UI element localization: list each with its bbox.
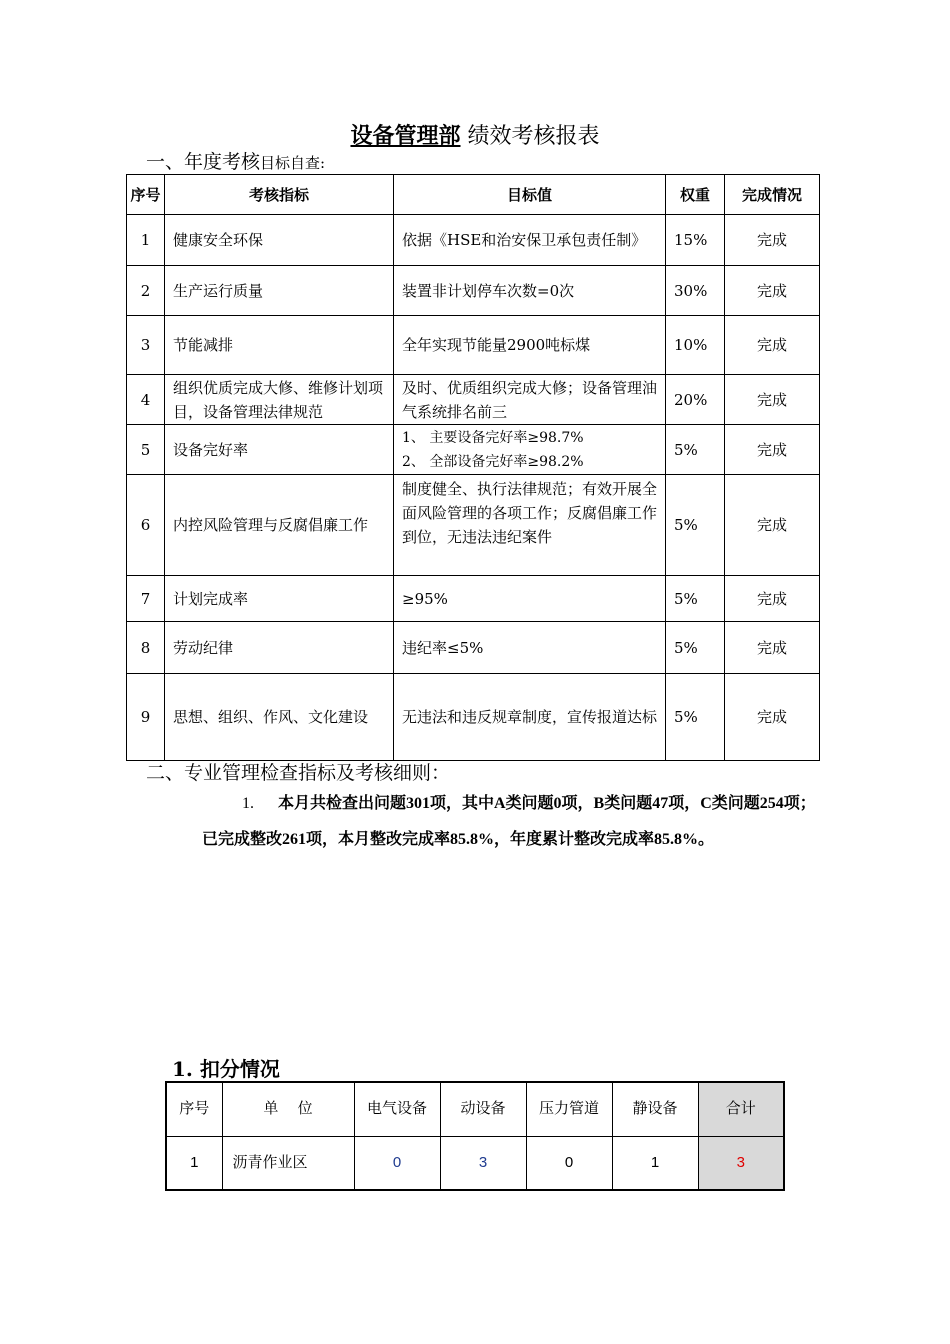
row-indicator: 思想、组织、作风、文化建设 xyxy=(165,674,394,761)
row-status: 完成 xyxy=(725,316,820,375)
header-weight: 权重 xyxy=(666,175,725,215)
header-static: 静设备 xyxy=(612,1082,698,1136)
header-status: 完成情况 xyxy=(725,175,820,215)
deduction-heading: 1. 扣分情况 xyxy=(172,1057,280,1081)
row-total: 3 xyxy=(698,1136,784,1190)
row-status: 完成 xyxy=(725,576,820,622)
deduction-table xyxy=(165,1081,785,1191)
row-target: 无违法和违反规章制度，宣传报道达标 xyxy=(394,674,666,761)
row-weight: 5% xyxy=(666,475,725,576)
header-indicator: 考核指标 xyxy=(165,175,394,215)
row-indicator: 劳动纪律 xyxy=(165,622,394,674)
row-target: 依据《HSE和治安保卫承包责任制》 xyxy=(394,215,666,266)
inspection-text: 本月共检查出问题301项，其中A类问题0项，B类问题47项，C类问题254项；已完成整改261项，本月整改完成率85.8%，年度累计整改完成率85.8%。 xyxy=(202,795,816,848)
table-row xyxy=(127,425,820,475)
deduction-header-row xyxy=(166,1082,784,1136)
row-no: 9 xyxy=(127,674,165,761)
row-status: 完成 xyxy=(725,215,820,266)
header-target: 目标值 xyxy=(394,175,666,215)
target-line-2: 2、 全部设备完好率≥98.2% xyxy=(402,453,584,470)
target-line-1: 1、 主要设备完好率≥98.7% xyxy=(402,429,584,446)
row-indicator: 设备完好率 xyxy=(165,425,394,475)
row-status: 完成 xyxy=(725,425,820,475)
section1-heading: 一、年度考核目标自查: xyxy=(146,151,326,173)
row-no: 7 xyxy=(127,576,165,622)
row-target: 装置非计划停车次数=0次 xyxy=(394,266,666,316)
row-weight: 20% xyxy=(666,375,725,425)
section2-heading: 二、专业管理检查指标及考核细则： xyxy=(146,762,451,784)
row-weight: 10% xyxy=(666,316,725,375)
row-target: 全年实现节能量2900吨标煤 xyxy=(394,316,666,375)
row-no: 6 xyxy=(127,475,165,576)
row-status: 完成 xyxy=(725,674,820,761)
page-title xyxy=(0,122,950,152)
row-static: 1 xyxy=(612,1136,698,1190)
row-weight: 5% xyxy=(666,622,725,674)
row-target: 违纪率≤5% xyxy=(394,622,666,674)
assessment-table xyxy=(126,174,820,761)
table-header-row xyxy=(127,175,820,215)
row-weight: 5% xyxy=(666,674,725,761)
row-no: 1 xyxy=(127,215,165,266)
header-no: 序号 xyxy=(127,175,165,215)
row-status: 完成 xyxy=(725,266,820,316)
table-row xyxy=(127,266,820,316)
table-row xyxy=(127,622,820,674)
row-no: 4 xyxy=(127,375,165,425)
row-target: 制度健全、执行法律规范；有效开展全面风险管理的各项工作；反腐倡廉工作到位，无违法违纪案件 xyxy=(394,475,666,576)
row-no: 1 xyxy=(166,1136,222,1190)
row-indicator: 健康安全环保 xyxy=(165,215,394,266)
inspection-summary xyxy=(202,786,822,858)
row-status: 完成 xyxy=(725,375,820,425)
table-row xyxy=(127,316,820,375)
row-target xyxy=(394,425,666,475)
row-indicator: 内控风险管理与反腐倡廉工作 xyxy=(165,475,394,576)
table-row xyxy=(127,475,820,576)
row-weight: 5% xyxy=(666,576,725,622)
header-rotating: 动设备 xyxy=(440,1082,526,1136)
row-target: 及时、优质组织完成大修；设备管理油气系统排名前三 xyxy=(394,375,666,425)
header-electrical: 电气设备 xyxy=(354,1082,440,1136)
row-status: 完成 xyxy=(725,622,820,674)
row-no: 8 xyxy=(127,622,165,674)
header-pipeline: 压力管道 xyxy=(526,1082,612,1136)
header-no: 序号 xyxy=(166,1082,222,1136)
row-electrical: 0 xyxy=(354,1136,440,1190)
header-unit: 单 位 xyxy=(222,1082,354,1136)
table-row xyxy=(127,375,820,425)
report-title: 绩效考核报表 xyxy=(467,124,600,149)
row-indicator: 组织优质完成大修、维修计划项目，设备管理法律规范 xyxy=(165,375,394,425)
row-unit: 沥青作业区 xyxy=(222,1136,354,1190)
section1-subheading: 目标自查: xyxy=(260,154,326,172)
row-weight: 30% xyxy=(666,266,725,316)
row-no: 5 xyxy=(127,425,165,475)
row-weight: 5% xyxy=(666,425,725,475)
row-indicator: 计划完成率 xyxy=(165,576,394,622)
row-weight: 15% xyxy=(666,215,725,266)
table-row xyxy=(127,674,820,761)
row-status: 完成 xyxy=(725,475,820,576)
table-row xyxy=(127,576,820,622)
row-target: ≥95% xyxy=(394,576,666,622)
row-no: 2 xyxy=(127,266,165,316)
item-number: 1. xyxy=(242,795,254,812)
table-row xyxy=(127,215,820,266)
deduction-row xyxy=(166,1136,784,1190)
row-indicator: 生产运行质量 xyxy=(165,266,394,316)
department-name: 设备管理部 xyxy=(350,124,461,149)
row-indicator: 节能减排 xyxy=(165,316,394,375)
row-no: 3 xyxy=(127,316,165,375)
row-rotating: 3 xyxy=(440,1136,526,1190)
row-pipeline: 0 xyxy=(526,1136,612,1190)
header-total: 合计 xyxy=(698,1082,784,1136)
